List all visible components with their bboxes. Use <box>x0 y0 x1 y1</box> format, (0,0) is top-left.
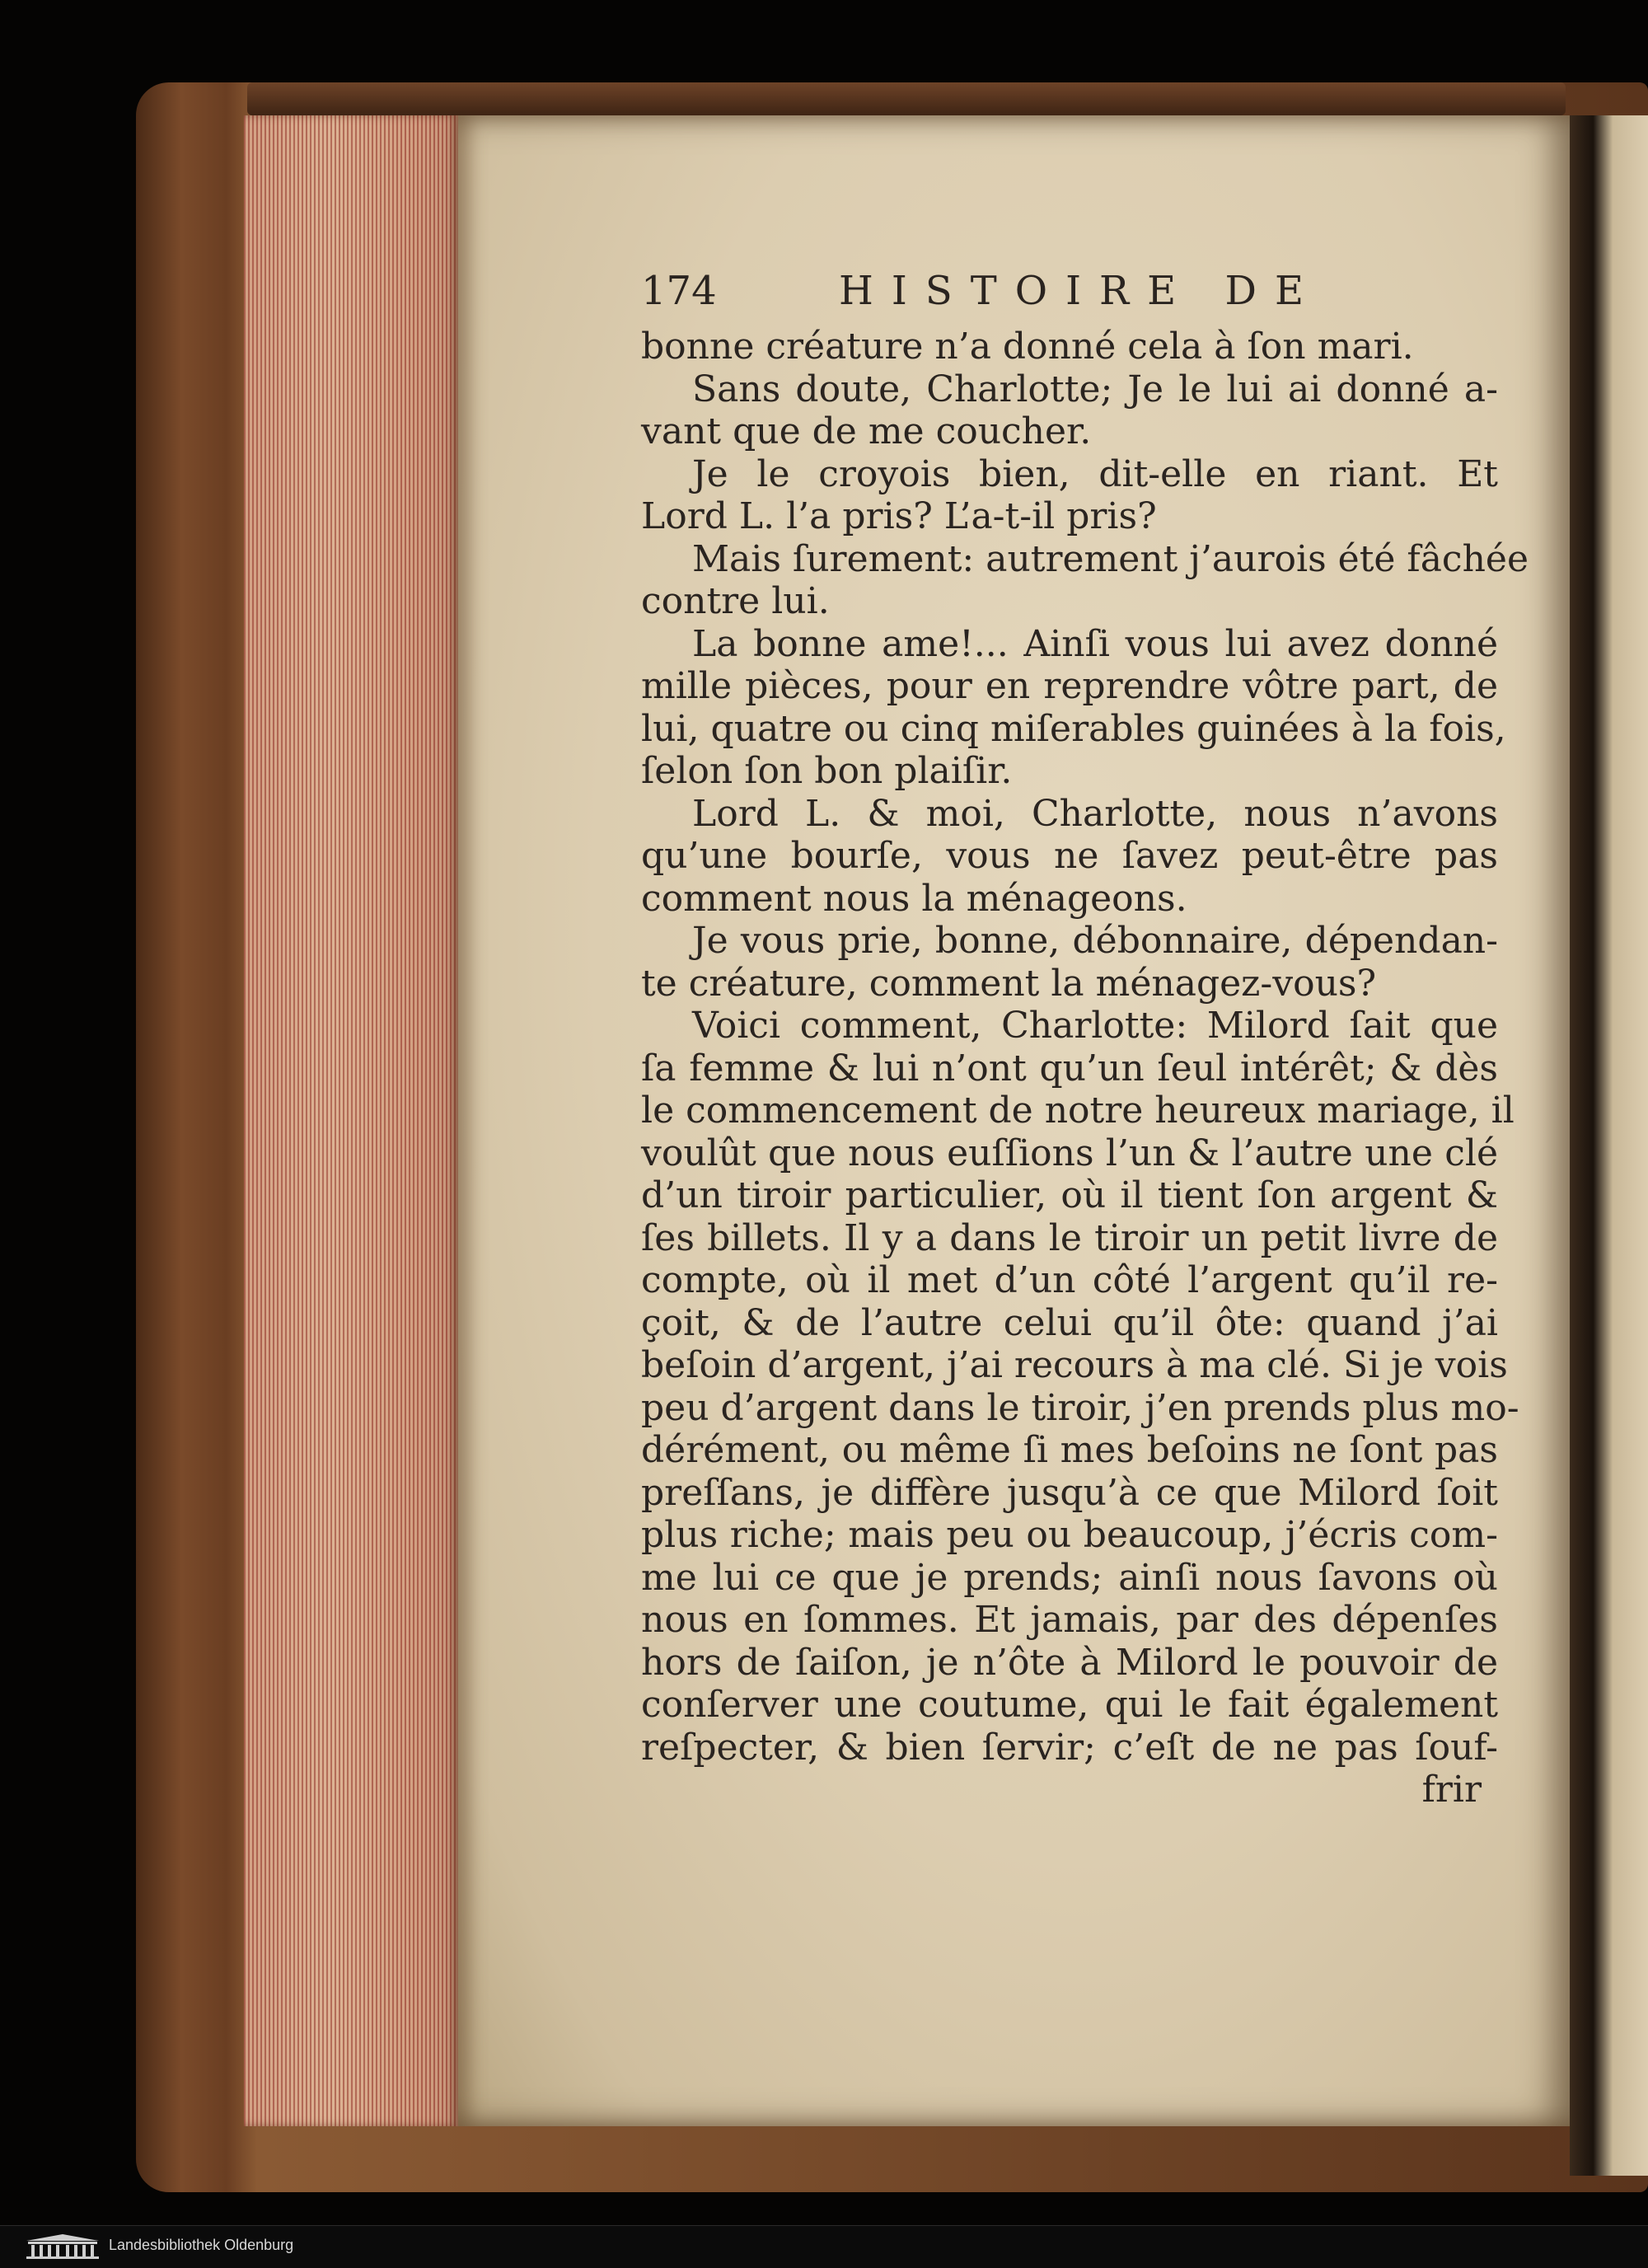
text-line: le commencement de notre heureux mariage, il <box>641 1089 1515 1132</box>
text-line: Sans doute, Charlotte; Je le lui ai donné a- <box>692 368 1498 410</box>
book-cover-top-edge <box>247 82 1566 115</box>
text-line: d’un tiroir particulier, où il tient ſon argent & <box>641 1174 1498 1216</box>
text-line: me lui ce que je prends; ainſi nous ſavons où <box>641 1556 1498 1599</box>
text-line: nous en ſommes. Et jamais, par des dépenſes <box>641 1599 1498 1641</box>
book-gutter <box>1570 115 1648 2176</box>
text-line: reſpecter, & bien ſervir; c’eſt de ne pas ſouf- <box>641 1726 1498 1769</box>
text-line: bonne créature n’a donné cela à ſon mari. <box>641 326 1414 368</box>
page-text <box>641 268 1529 1811</box>
text-line: Voici comment, Charlotte: Milord ſait que <box>692 1005 1498 1047</box>
text-line: beſoin d’argent, j’ai recours à ma clé. Si je vois <box>641 1344 1508 1386</box>
text-line: conſerver une coutume, qui le fait également <box>641 1684 1498 1726</box>
text-line: Mais ſurement: autrement j’aurois été fâchée <box>692 537 1529 580</box>
running-head <box>641 268 1498 326</box>
text-line: ſes billets. Il y a dans le tiroir un petit livre de <box>641 1216 1498 1259</box>
text-line: Je vous prie, bonne, débonnaire, dépendan- <box>692 920 1498 962</box>
text-line: lui, quatre ou cinq miſerables guinées à la fois, <box>641 707 1506 750</box>
text-line: comment nous la ménageons. <box>641 877 1187 920</box>
text-line: Lord L. l’a pris? L’a-t-il pris? <box>641 495 1157 537</box>
text-line: mille pièces, pour en reprendre vôtre part, de <box>641 665 1498 707</box>
library-building-icon <box>23 2233 102 2261</box>
text-line: ſelon ſon bon plaiſir. <box>641 750 1013 792</box>
library-name: Landesbibliothek Oldenburg <box>109 2237 294 2253</box>
text-line: çoit, & de l’autre celui qu’il ôte: quand j’ai <box>641 1301 1498 1344</box>
text-line: te créature, comment la ménagez-vous? <box>641 962 1377 1005</box>
text-lines <box>641 326 1529 1769</box>
text-line: ſa femme & lui n’ont qu’un ſeul intérêt; & dès <box>641 1047 1498 1089</box>
text-line: compte, où il met d’un côté l’argent qu’il re- <box>641 1259 1498 1301</box>
page-number: 174 <box>641 268 717 314</box>
text-line: peu d’argent dans le tiroir, j’en prends plus mo- <box>641 1386 1519 1429</box>
text-line: plus riche; mais peu ou beaucoup, j’écris com- <box>641 1514 1498 1556</box>
running-head-title: HISTOIRE DE <box>839 268 1322 314</box>
text-line: Je le croyois bien, dit-elle en riant. Et <box>692 452 1498 495</box>
text-line: contre lui. <box>641 580 830 622</box>
text-line: qu’une bourſe, vous ne ſavez peut-être pas <box>641 835 1498 877</box>
text-line: preſſans, je diffère jusqu’à ce que Milord ſoit <box>641 1471 1498 1514</box>
text-line: Lord L. & moi, Charlotte, nous n’avons <box>692 792 1498 835</box>
text-line: voulût que nous euſſions l’un & l’autre une clé <box>641 1132 1498 1174</box>
footer-bar <box>0 2225 1648 2268</box>
page-edges <box>244 115 458 2126</box>
text-line: vant que de me coucher. <box>641 410 1092 452</box>
text-line: La bonne ame!... Ainſi vous lui avez donné <box>692 622 1498 665</box>
text-line: dérément, ou même ſi mes beſoins ne ſont pas <box>641 1429 1498 1471</box>
catchword: frir <box>1421 1769 1482 1811</box>
text-line: hors de ſaiſon, je n’ôte à Milord le pouvoir de <box>641 1641 1498 1684</box>
